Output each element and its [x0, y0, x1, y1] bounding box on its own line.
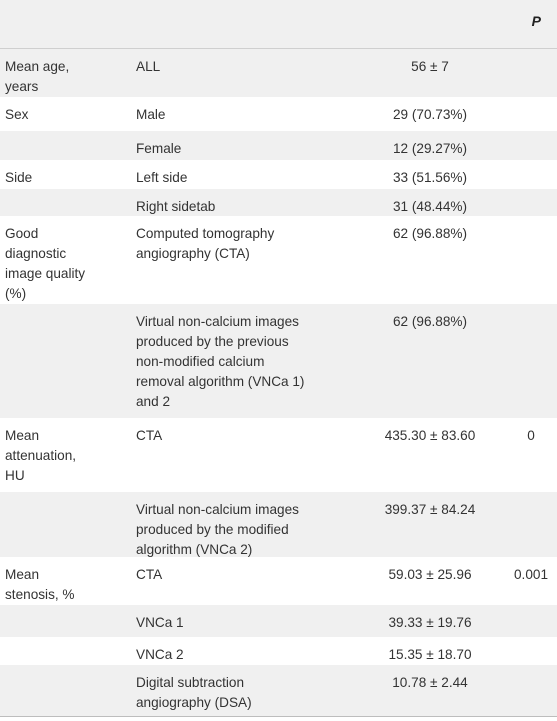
- table-row: [0, 216, 557, 304]
- value-cell: 10.78 ± 2.44: [392, 675, 468, 690]
- group-cell: VNCa 2: [136, 647, 184, 662]
- table-row: [0, 160, 557, 189]
- value-cell: 29 (70.73%): [392, 107, 468, 122]
- table-row: [0, 97, 557, 131]
- group-cell: CTA: [136, 428, 163, 443]
- value-cell: 56 ± 7: [411, 59, 449, 74]
- value-cell: 59.03 ± 25.96: [388, 567, 472, 582]
- group-cell: Virtual non-calcium images produced by the modified algorithm (VNCa 2): [136, 502, 299, 557]
- table-row: [0, 665, 557, 716]
- value-cell: 39.33 ± 19.76: [388, 615, 472, 630]
- table-row: [0, 557, 557, 605]
- table-row: [0, 637, 557, 665]
- variable-cell: Good diagnostic image quality (%): [5, 226, 86, 301]
- table-row: [0, 131, 557, 160]
- group-cell: Female: [136, 141, 182, 156]
- variable-cell: Sex: [5, 107, 29, 122]
- value-cell: 435.30 ± 83.60: [384, 428, 476, 443]
- group-cell: Right sidetab: [136, 199, 216, 214]
- group-cell: CTA: [136, 567, 163, 582]
- variable-cell: Mean age, years: [5, 59, 70, 94]
- variable-cell: Mean attenuation, HU: [5, 428, 77, 483]
- group-cell: VNCa 1: [136, 615, 184, 630]
- value-cell: 31 (48.44%): [392, 199, 468, 214]
- value-cell: 33 (51.56%): [392, 170, 468, 185]
- table-row: [0, 189, 557, 216]
- variable-cell: Mean stenosis, %: [5, 567, 75, 602]
- value-cell: 62 (96.88%): [392, 314, 468, 329]
- table-row: [0, 605, 557, 637]
- value-cell: 399.37 ± 84.24: [384, 502, 476, 517]
- group-cell: Left side: [136, 170, 188, 185]
- value-cell: 15.35 ± 18.70: [388, 647, 472, 662]
- value-cell: 62 (96.88%): [392, 226, 468, 241]
- table-row: [0, 492, 557, 557]
- p-value-header: P: [531, 13, 541, 29]
- table-row: [0, 418, 557, 492]
- p-value-cell: 0.001: [513, 567, 549, 582]
- group-cell: Male: [136, 107, 166, 122]
- bottom-rule: [0, 716, 557, 717]
- table-row: [0, 304, 557, 418]
- table-header: [0, 0, 557, 49]
- group-cell: ALL: [136, 59, 161, 74]
- group-cell: Computed tomography angiography (CTA): [136, 226, 275, 261]
- group-cell: Virtual non-calcium images produced by the previous non-modified calcium removal algorithm (VNCa 1) and 2: [136, 314, 305, 409]
- group-cell: Digital subtraction angiography (DSA): [136, 675, 252, 710]
- p-value-cell: 0: [527, 428, 535, 443]
- value-cell: 12 (29.27%): [392, 141, 468, 156]
- table-row: [0, 49, 557, 97]
- variable-cell: Side: [5, 170, 33, 185]
